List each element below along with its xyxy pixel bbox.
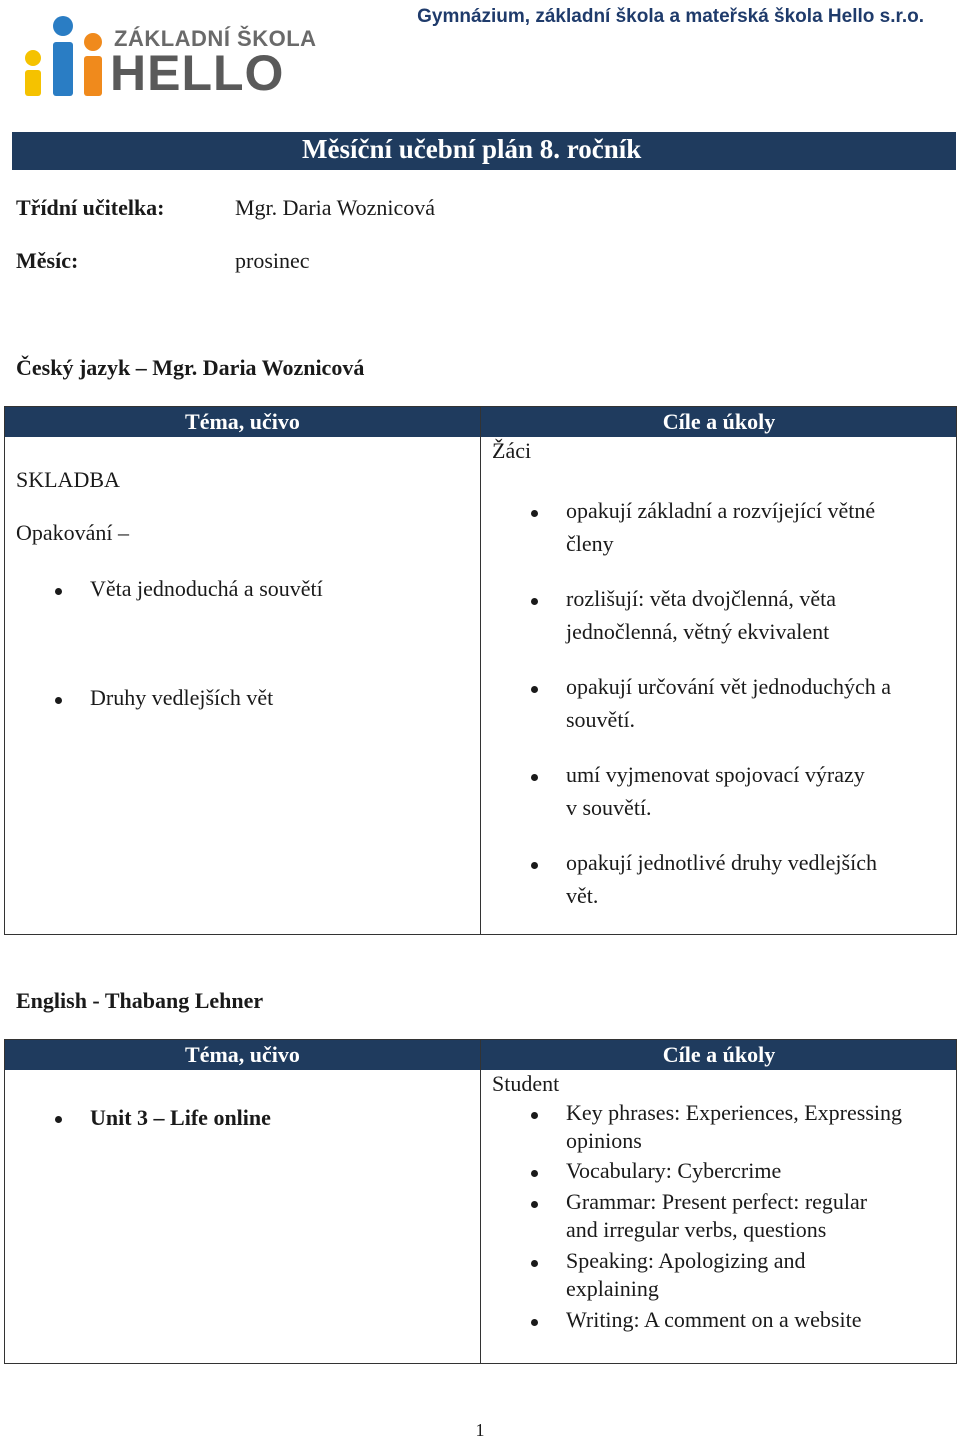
czech-table: Téma, učivo Cíle a úkoly SKLADBA Opakování – Věta jednoduchá a souvětí Druhy vedlejších vět Žáci opakují základní a rozvíjející větné členy rozlišují: věta dvojčlenná, věta jednočlenná, větný ekvivalent opakují určování vět jednoduchých a souvětí. umí vyjmenovat spojovací výrazy v souvětí. opakují jednotlivé druhy vedlejších vět.	[4, 406, 957, 935]
logo-title: HELLO	[110, 45, 285, 101]
english-goals-intro: Student	[492, 1071, 560, 1096]
bullet-icon	[55, 697, 62, 704]
bullet-icon	[55, 588, 62, 595]
english-col-topic: Téma, učivo	[185, 1042, 300, 1067]
english-table: Téma, učivo Cíle a úkoly Unit 3 – Life online Student Key phrases: Experiences, Expressing opinions Vocabulary: Cybercrime Grammar: Present perfect: regular and irregular verbs, questions Speaking: Apologizing and explaining Writing: A comment on a website	[4, 1039, 957, 1364]
logo-subtitle: ZÁKLADNÍ ŠKOLA	[114, 26, 317, 51]
page-title: Měsíční učební plán 8. ročník	[302, 134, 642, 164]
month-value: prosinec	[235, 248, 310, 273]
teacher-value: Mgr. Daria Woznicová	[235, 195, 436, 220]
bullet-icon	[531, 1170, 538, 1177]
bullet-icon	[531, 1112, 538, 1119]
logo-mark-icon	[22, 14, 112, 98]
school-name: Gymnázium, základní škola a mateřská škola Hello s.r.o.	[417, 6, 924, 27]
english-col-goals: Cíle a úkoly	[662, 1042, 776, 1067]
bullet-icon	[531, 774, 538, 781]
bullet-icon	[531, 1260, 538, 1267]
bullet-icon	[531, 862, 538, 869]
bullet-icon	[531, 686, 538, 693]
bullet-icon	[531, 1319, 538, 1326]
czech-goals-intro: Žáci	[492, 438, 532, 463]
teacher-label: Třídní učitelka:	[16, 195, 165, 220]
bullet-icon	[531, 1201, 538, 1208]
bullet-icon	[531, 598, 538, 605]
month-label: Měsíc:	[16, 248, 79, 273]
czech-section-title: Český jazyk – Mgr. Daria Woznicová	[16, 355, 365, 380]
czech-topic-sub: Opakování –	[16, 520, 130, 545]
page-number: 1	[475, 1420, 485, 1440]
czech-topic-heading: SKLADBA	[16, 467, 120, 492]
bullet-icon	[55, 1116, 62, 1123]
czech-col-topic: Téma, učivo	[185, 409, 300, 434]
czech-col-goals: Cíle a úkoly	[662, 409, 776, 434]
bullet-icon	[531, 510, 538, 517]
english-section-title: English - Thabang Lehner	[16, 988, 264, 1013]
